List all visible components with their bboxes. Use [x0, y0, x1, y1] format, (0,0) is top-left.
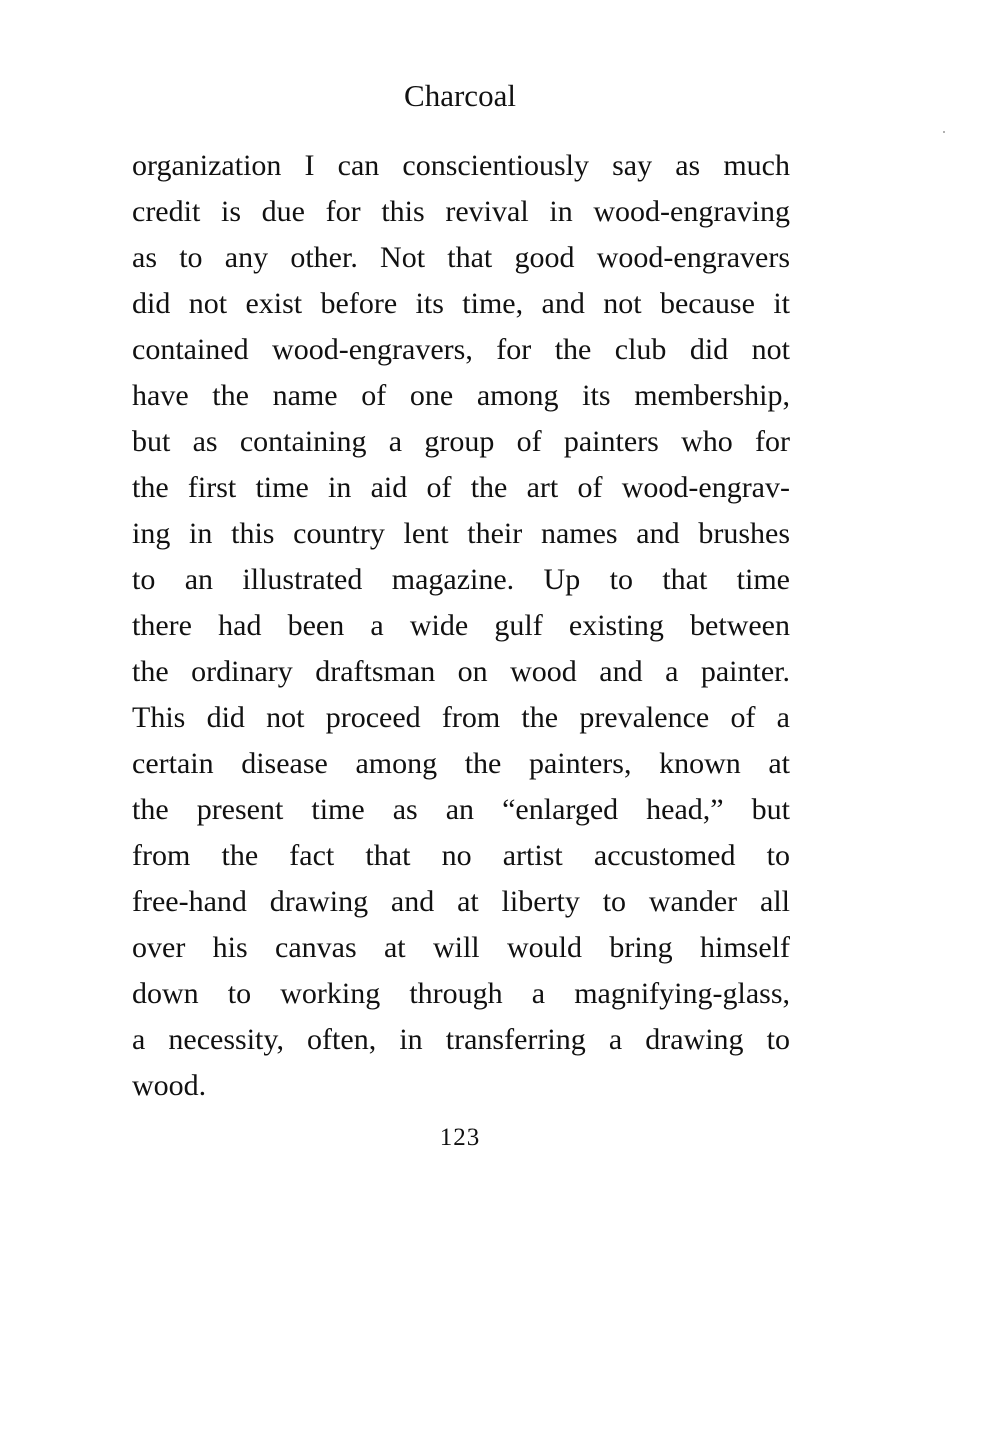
text-line: certain disease among the painters, known at [132, 747, 790, 780]
text-line: ing in this country lent their names and brushes [132, 517, 790, 550]
running-head: Charcoal [404, 78, 516, 113]
text-line: over his canvas at will would bring himself [132, 931, 790, 964]
text-line: the present time as an “enlarged head,” but [132, 793, 790, 826]
text-line: have the name of one among its membership, [132, 379, 790, 412]
text-line: the ordinary draftsman on wood and a painter. [132, 655, 790, 688]
text-line: free-hand drawing and at liberty to wander all [132, 885, 790, 918]
text-line: from the fact that no artist accustomed to [132, 839, 790, 872]
body-text [132, 143, 790, 1109]
text-line: contained wood-engravers, for the club did not [132, 333, 790, 366]
text-line: a necessity, often, in transferring a drawing to [132, 1023, 790, 1056]
text-line: down to working through a magnifying-glass, [132, 977, 790, 1010]
text-line-last: wood. [132, 1069, 207, 1102]
text-line: credit is due for this revival in wood-engraving [132, 195, 790, 228]
text-line: organization I can conscientiously say as much [132, 149, 790, 182]
text-line: there had been a wide gulf existing between [132, 609, 790, 642]
text-line: This did not proceed from the prevalence of a [132, 701, 790, 734]
page-number: 123 [439, 1124, 481, 1151]
text-line: the first time in aid of the art of wood-engrav- [132, 471, 790, 504]
text-line: did not exist before its time, and not because it [132, 287, 790, 320]
text-line: to an illustrated magazine. Up to that time [132, 563, 790, 596]
text-line: but as containing a group of painters who for [132, 425, 790, 458]
text-line: as to any other. Not that good wood-engravers [132, 241, 790, 274]
scan-speck [943, 131, 945, 133]
